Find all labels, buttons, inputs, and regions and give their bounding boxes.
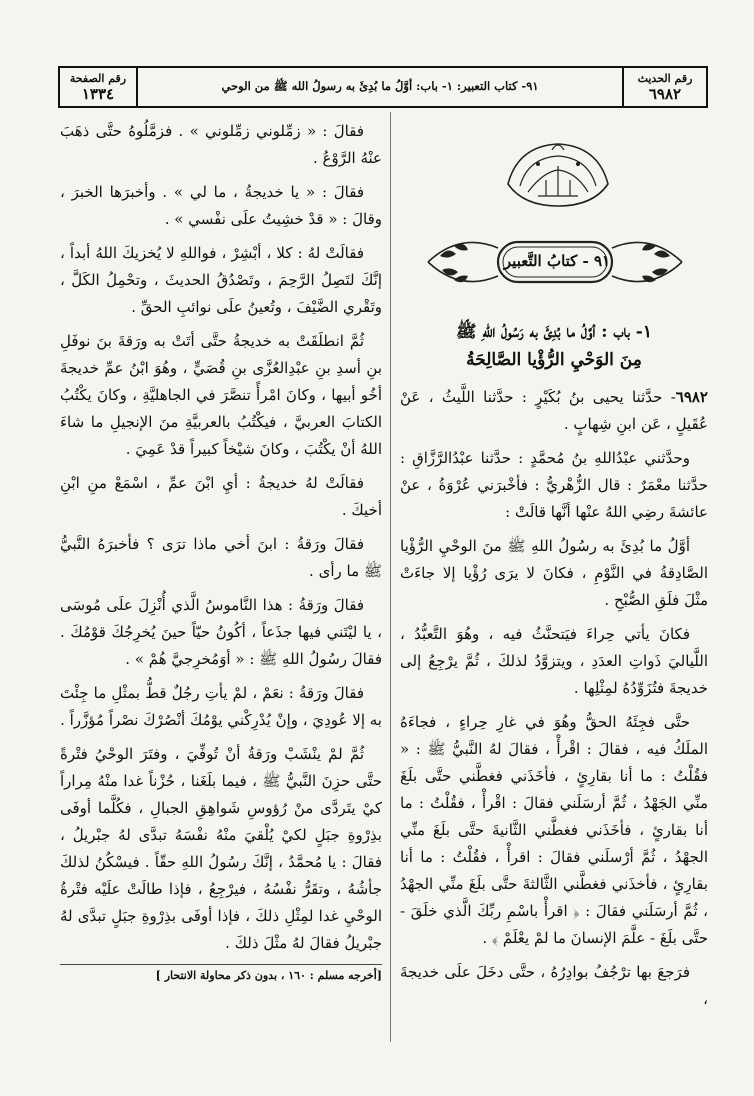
paragraph-text: - حدَّثنا يحيى بنُ بُكَيْرٍ : حدَّثنا اللَّيثُ ، عَنْ عُقَيلٍ ، عَن ابنِ شِهابٍ . [400,388,708,433]
paragraph-text: أوَّلُ ما بُدِئَ به رسُولُ اللهِ ﷺ منَ الوحْيِ الرُّؤْيا الصَّادِقةُ في النَّوْمِ ، فكانَ لا يرَى رُؤْيا إلا جاءَتْ مثْلَ فلَقِ الصُّبْحِ . [400,537,708,609]
left-column [60,118,382,984]
paragraph-text: فرَجعَ بها ترْجُفُ بوادِرُهُ ، حتَّى دخَلَ علَى خديجةَ ، [400,963,708,1008]
paragraph: فقالَ ورَقةُ : نعَمْ ، لمْ يأتِ رجُلٌ قطُّ بمثْلِ ما جِئْتَ به إلا عُودِيَ ، وإنْ يُدْرِكْني يوْمُكَ أنْصُرْكَ نصْراً مُؤزَّراً . [60,684,382,729]
paragraph-text: حتَّى فجِئَهُ الحقُّ وهُوَ في غارِ حِراءٍ ، فجاءَهُ الملَكُ فيه ، فقالَ : اقْرأْ ، فقالَ لهُ النَّبيُّ ﷺ : « فقُلْتُ : ما أنا بقارِئٍ ، فأخَذَني فغطَّني حتَّى بلَغَ منِّي الجَهْدُ ، ثُمَّ أرسَلَني فقالَ : اقْرأْ ، فقُلْتُ : ما أنا بقارئٍ ، فأخَذَني فغطَّني الثَّانيةَ حتَّى بلَغَ منِّي الجهْدُ ، ثُمَّ أرْسلَني فقالَ : اقرأْ ، فقُلْتُ : ما أنا بقارِئٍ ، فأخذَني فغطَّني الثَّالثةَ حتَّى بلَغَ منِّي الجهْدُ ، ثُمَّ أرسَلَني فقالَ : ﴿ اقرأْ باسْمِ ربِّكَ الَّذي خلَقَ - حتَّى بلَغَ - علَّمَ الإنسانَ ما لمْ يعْلَمْ ﴾ . [400,713,708,947]
paragraph: ثُمَّ لمْ ينْشَبْ ورَقةُ أنْ تُوفِّيَ ، وفتَرَ الوحْيُ فتْرةً حتَّى حزِنَ النَّبيُّ ﷺ ، فيما بلَغَنا ، حُزْناً غدا منْهُ مِراراً كيْ يتَردَّى منْ رُؤوسِ شَواهِقِ الجبالِ ، فكُلَّما أوفَى بذِرْوةِ جبَلٍ لكيْ يُلْقيَ منْهُ نفْسَهُ تبدَّى لهُ جبْريلُ ، فقالَ : يا مُحمَّدُ ، إنَّكَ رسُولُ اللهِ حقّاً . فيسْكُنُ لذلكَ جأشُهُ ، وتقَرُّ نفْسُهُ ، فيرْجِعُ ، فإذا طالَتْ علَيْه فتْرةُ الوحْيِ غدا لمِثْلِ ذلكَ ، فإذا أوفَى بذِرْوةِ جبَلٍ تبدَّى لهُ جبْريلُ فقالَ لهُ مثْلَ ذلكَ . [60,745,382,952]
right-column [400,318,708,1020]
paragraph: فقالَ ورَقةُ : هذا النَّاموسُ الَّذي أُنْزِلَ علَى مُوسَى ، يا ليْتَني فيها جذَعاً ، أكُونُ حيّاً حينَ يُخرِجُكَ قوْمُكَ . فقالَ رسُولُ اللهِ ﷺ : « أوَمُخرِجيَّ هُمْ » . [60,596,382,668]
paragraph: فقالَ : « زمِّلوني زمِّلوني » . فزمَّلُوهُ حتَّى ذهَبَ عنْهُ الرَّوْعُ . [60,122,382,167]
paragraph-text: وحدَّثني عبْدُاللهِ بنُ مُحمَّدٍ : حدَّثنا عبْدُالرَّزَّاقِ : حدَّثنا معْمَرٌ : قال الزُّهْريُّ : فأخْبرَني عُرْوَةُ ، عنْ عائشةَ رضِي اللهُ عنْها أنَّها قالَتْ : [400,449,708,521]
bab-heading [400,318,708,374]
hadith-isnad-2 [400,445,708,526]
paragraph: فقالَ ورَقةُ : ابنَ أخي ماذا ترَى ؟ فأخبرَهُ النَّبيُّ ﷺ ما رأى . [60,535,382,580]
page-number-label: رقم الصفحة [69,71,127,85]
hadith-isnad-1 [400,384,708,438]
hadith-matn-2 [400,621,708,702]
hadith-number-inline: ٦٩٨٢ [675,388,708,406]
paragraph: فقالَتْ لهُ : كلا ، أبْشِرْ ، فواللهِ لا يُخزيكَ اللهُ أبداً ، إنَّكَ لتَصِلُ الرَّحِمَ ، وتَصْدُقُ الحديثَ ، وتحْمِلُ الكَلَّ ، وتَقْري الضَّيْفَ ، وتُعينُ علَى نوائبِ الحقِّ . [60,244,382,316]
paragraph: فقالَتْ لهُ خديجةُ : أيِ ابْنَ عمِّ ، اسْمَعْ منِ ابْنِ أخيكَ . [60,474,382,519]
bab-heading-line1: ١- باب : أوَّلُ ما بُدِئَ به رَسُولُ اللهِ ﷺ [455,322,652,342]
paragraph-text: فكانَ يأتي حِراءَ فيَتحنَّثُ فيه ، وهُوَ التَّعبُّدُ ، اللَّياليَ ذَواتِ العدَدِ ، ويتزوَّدُ لذلكَ ، ثُمَّ يرْجِعُ إلى خديجةَ فتُزَوِّدُهُ لمِثْلِها . [400,625,708,697]
hadith-matn-4 [400,959,708,1013]
page-number-box [60,68,138,106]
hadith-number-label: رقم الحديث [637,71,693,85]
hadith-number: ٦٩٨٢ [648,84,682,103]
header-title-box [138,68,622,106]
paragraph: ثُمَّ انطلَقَتْ به خديجةُ حتَّى أتَتْ به ورَقةَ بنَ نوفَلِ بنِ أسدِ بنِ عبْدِالعُزَّى بنِ قُصَيٍّ ، وهُوَ ابْنُ عمِّ خديجةَ أخُو أبيها ، وكانَ امْرأً تنصَّرَ في الجاهليَّةِ ، وكانَ يكْتُبُ الكتابَ العربيَّ ، فيكْتُبُ بالعربيَّةِ منَ الإنجيلِ ما شاءَ اللهُ أنْ يكْتُبَ ، وكانَ شيْخاً كبيراً قدْ عَمِيَ . [60,332,382,458]
column-divider [390,112,391,1042]
hadith-matn-3 [400,709,708,952]
page-header [58,66,708,108]
hadith-number-box [622,68,706,106]
chapter-title: ٩١ - كتابُ التَّعبير [503,252,611,270]
footnote-reference: [أخرجه مسلم : ١٦٠ ، بدون ذكر محاولة الانتحار ] [60,964,382,984]
basmala-seal-icon [498,136,618,212]
paragraph: فقالَ : « يا خديجةُ ، ما لي » . وأخبرَها الخبرَ ، وقالَ : « قدْ خشِيتُ علَى نفْسي » . [60,183,382,228]
page-number: ١٣٣٤ [81,84,115,103]
bab-heading-line2: مِنَ الوَحْيِ الرُّؤْيا الصَّالِحَةُ [466,350,642,370]
hadith-matn-1 [400,533,708,614]
header-title: ٩١- كتاب التعبير: ١- باب: أوَّلُ ما بُدِئَ به رسولُ الله ﷺ من الوحي [221,78,539,93]
